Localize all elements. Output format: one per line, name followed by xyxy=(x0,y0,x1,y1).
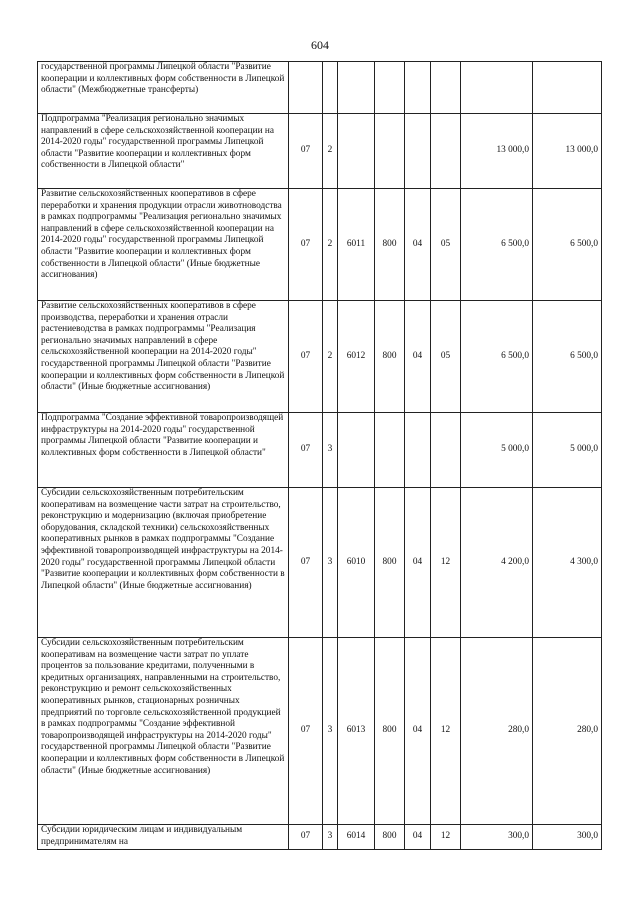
code-subsection: 12 xyxy=(431,825,461,850)
table-row xyxy=(38,114,602,189)
table-row xyxy=(38,189,602,301)
amount-2: 13 000,0 xyxy=(533,114,602,189)
code-section: 04 xyxy=(405,189,431,301)
amount-2: 6 500,0 xyxy=(533,301,602,413)
amount-2: 300,0 xyxy=(533,825,602,850)
code-program: 07 xyxy=(289,488,323,638)
row-description: Развитие сельскохозяйственных кооперативов в сфере переработки и хранения продукции отрасли животноводства в рамках подпрограммы "Реализация регионально значимых направлений в сфере сельскохозяйственной кооперации на 2014-2020 годы" государственной программы Липецкой области "Развитие кооперации и коллективных форм собственности в Липецкой области" (Иные бюджетные ассигнования) xyxy=(38,189,289,301)
amount-2: 5 000,0 xyxy=(533,413,602,488)
code-subsection: 12 xyxy=(431,638,461,825)
code-subprogram: 2 xyxy=(323,114,338,189)
row-description: государственной программы Липецкой области "Развитие кооперации и коллективных форм собственности в Липецкой области" (Межбюджетные трансферты) xyxy=(38,62,289,114)
amount-2 xyxy=(533,62,602,114)
row-description: Развитие сельскохозяйственных кооперативов в сфере производства, переработки и хранения отрасли растениеводства в рамках подпрограммы "Реализация регионально значимых направлений в сфере сельскохозяйственной кооперации на 2014-2020 годы" государственной программы Липецкой области "Развитие кооперации и коллективных форм собственности в Липецкой области" (Иные бюджетные ассигнования) xyxy=(38,301,289,413)
amount-1 xyxy=(461,62,533,114)
budget-table xyxy=(37,61,602,850)
amount-2: 6 500,0 xyxy=(533,189,602,301)
code-subprogram xyxy=(323,62,338,114)
code-expense-type: 800 xyxy=(375,488,405,638)
code-section: 04 xyxy=(405,825,431,850)
code-expense-type: 800 xyxy=(375,189,405,301)
code-program: 07 xyxy=(289,413,323,488)
amount-2: 4 300,0 xyxy=(533,488,602,638)
code-section xyxy=(405,114,431,189)
code-section: 04 xyxy=(405,301,431,413)
code-program: 07 xyxy=(289,301,323,413)
code-target xyxy=(338,62,375,114)
code-target: 6014 xyxy=(338,825,375,850)
amount-1: 6 500,0 xyxy=(461,301,533,413)
code-section xyxy=(405,62,431,114)
amount-1: 300,0 xyxy=(461,825,533,850)
code-subprogram: 3 xyxy=(323,638,338,825)
code-subprogram: 3 xyxy=(323,488,338,638)
code-target xyxy=(338,413,375,488)
code-subprogram: 2 xyxy=(323,189,338,301)
page-number: 604 xyxy=(311,38,329,52)
table-row xyxy=(38,638,602,825)
code-expense-type xyxy=(375,114,405,189)
code-subsection: 05 xyxy=(431,301,461,413)
code-subsection xyxy=(431,62,461,114)
code-subprogram: 3 xyxy=(323,413,338,488)
row-description: Субсидии сельскохозяйственным потребительским кооперативам на возмещение части затрат на строительство, реконструкцию и модернизацию (включая приобретение оборудования, складской техники) сельскохозяйственных кооперативных рынков в рамках подпрограммы "Создание эффективной товаропроизводящей инфраструктуры на 2014-2020 годы" государственной программы Липецкой области "Развитие кооперации и коллективных форм собственности в Липецкой области" (Иные бюджетные ассигнования) xyxy=(38,488,289,638)
code-section: 04 xyxy=(405,488,431,638)
code-expense-type: 800 xyxy=(375,825,405,850)
code-program: 07 xyxy=(289,189,323,301)
code-program xyxy=(289,62,323,114)
amount-1: 5 000,0 xyxy=(461,413,533,488)
code-section: 04 xyxy=(405,638,431,825)
code-section xyxy=(405,413,431,488)
row-description: Субсидии юридическим лицам и индивидуальным предпринимателям на xyxy=(38,825,289,850)
amount-1: 4 200,0 xyxy=(461,488,533,638)
table-row xyxy=(38,825,602,850)
code-target: 6012 xyxy=(338,301,375,413)
code-target: 6013 xyxy=(338,638,375,825)
code-target xyxy=(338,114,375,189)
code-expense-type xyxy=(375,62,405,114)
table-row xyxy=(38,413,602,488)
code-subprogram: 2 xyxy=(323,301,338,413)
amount-1: 6 500,0 xyxy=(461,189,533,301)
code-program: 07 xyxy=(289,114,323,189)
code-program: 07 xyxy=(289,638,323,825)
code-target: 6011 xyxy=(338,189,375,301)
row-description: Подпрограмма "Создание эффективной товаропроизводящей инфраструктуры на 2014-2020 годы" государственной программы Липецкой области "Развитие кооперации и коллективных форм собственности в Липецкой области" xyxy=(38,413,289,488)
row-description: Подпрограмма "Реализация регионально значимых направлений в сфере сельскохозяйственной кооперации на 2014-2020 годы" государственной программы Липецкой области "Развитие кооперации и коллективных форм собственности в Липецкой области" xyxy=(38,114,289,189)
amount-2: 280,0 xyxy=(533,638,602,825)
code-subsection xyxy=(431,413,461,488)
code-program: 07 xyxy=(289,825,323,850)
code-expense-type xyxy=(375,413,405,488)
code-target: 6010 xyxy=(338,488,375,638)
code-subsection xyxy=(431,114,461,189)
code-subsection: 12 xyxy=(431,488,461,638)
code-expense-type: 800 xyxy=(375,638,405,825)
code-subprogram: 3 xyxy=(323,825,338,850)
table-row xyxy=(38,488,602,638)
amount-1: 13 000,0 xyxy=(461,114,533,189)
row-description: Субсидии сельскохозяйственным потребительским кооперативам на возмещение части затрат по уплате процентов за пользование кредитами, полученными в кредитных организациях, направленными на строительство, реконструкцию и ремонт сельскохозяйственных кооперативных рынков, стационарных розничных предприятий по торговле сельскохозяйственной продукцией в рамках подпрограммы "Создание эффективной товаропроизводящей инфраструктуры на 2014-2020 годы" государственной программы Липецкой области "Развитие кооперации и коллективных форм собственности в Липецкой области" (Иные бюджетные ассигнования) xyxy=(38,638,289,825)
amount-1: 280,0 xyxy=(461,638,533,825)
table-row xyxy=(38,301,602,413)
code-subsection: 05 xyxy=(431,189,461,301)
code-expense-type: 800 xyxy=(375,301,405,413)
table-row xyxy=(38,62,602,114)
